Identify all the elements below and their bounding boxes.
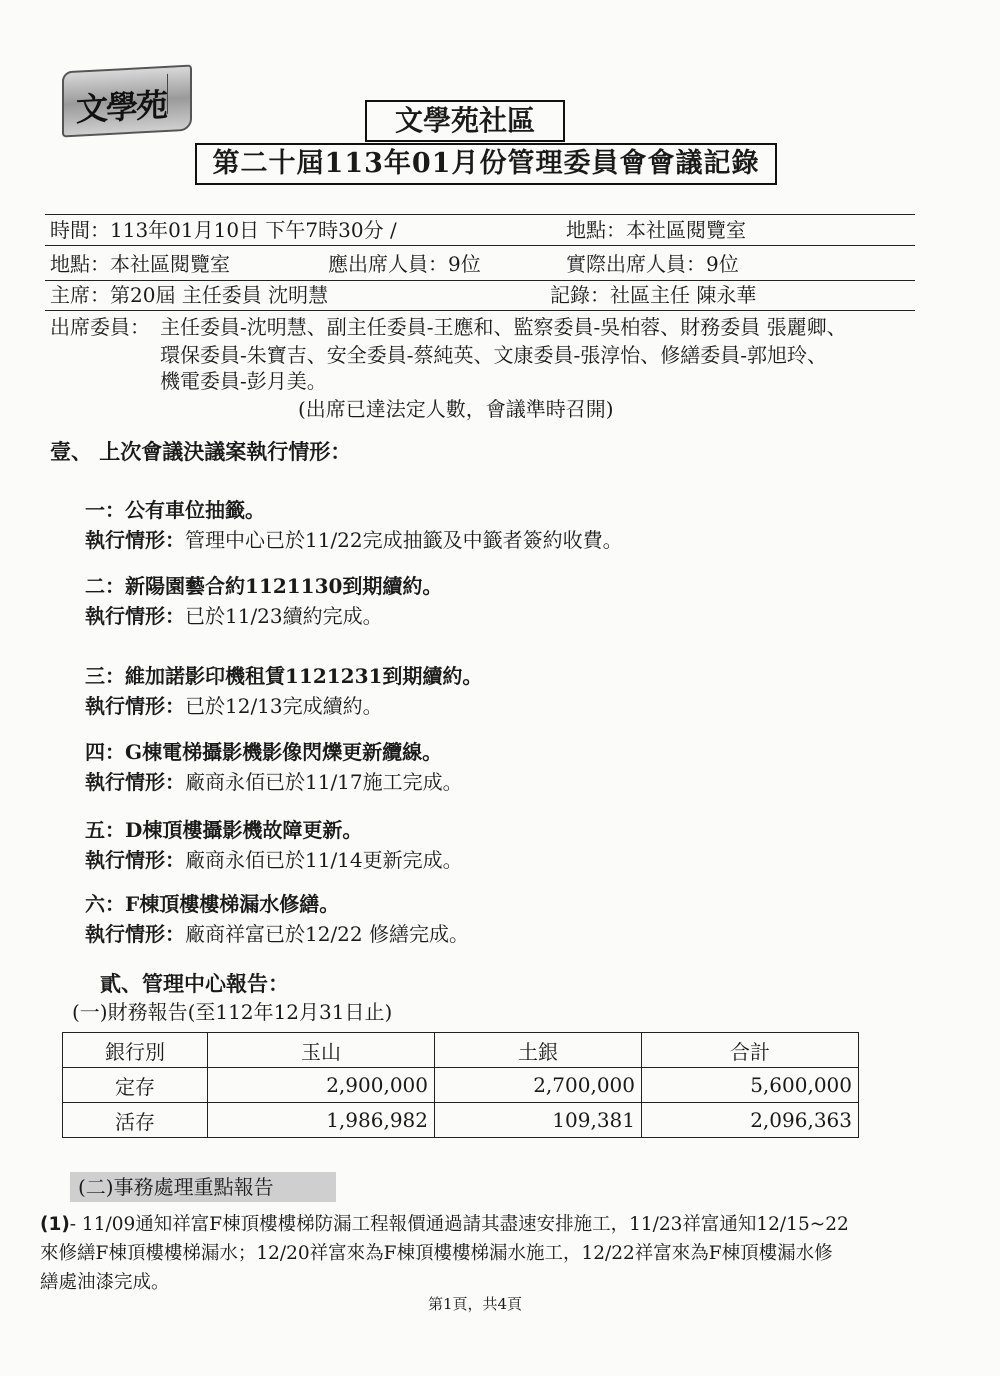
table-cell: 活存: [63, 1103, 208, 1138]
table-cell: 109,381: [435, 1103, 642, 1138]
affairs-report-title: (二)事務處理重點報告: [70, 1172, 336, 1202]
item-4-label: 執行情形：: [85, 770, 185, 794]
attendees-line-2: 環保委員-朱寶吉、安全委員-蔡純英、文康委員-張淳怡、修繕委員-郭旭玲、: [160, 343, 828, 367]
item-1-body: 管理中心已於11/22完成抽籤及中籤者簽約收費。: [185, 528, 623, 552]
item-5-body: 廠商永佰已於11/14更新完成。: [185, 848, 463, 872]
meeting-time: 時間：113年01月10日 下午7時30分 /: [50, 218, 397, 242]
item-6-label: 執行情形：: [85, 922, 185, 946]
table-header-cell: 合計: [642, 1033, 859, 1068]
item-5-label: 執行情形：: [85, 848, 185, 872]
meeting-title: 第二十屆113年01月份管理委員會會議記錄: [195, 143, 777, 185]
item-4-head: 四：G棟電梯攝影機影像閃爍更新纜線。: [85, 740, 443, 764]
finance-report-title: (一)財務報告(至112年12月31日止): [72, 1000, 393, 1024]
item-6-status: [85, 918, 469, 947]
divider-1: [45, 245, 915, 246]
attendees-label: 出席委員：: [50, 315, 150, 339]
community-logo: [62, 65, 192, 138]
table-header-cell: 銀行別: [63, 1033, 208, 1068]
item-2-label: 執行情形：: [85, 604, 185, 628]
item-1-status: [85, 524, 623, 553]
item-3-head: 三：維加諾影印機租賃1121231到期續約。: [85, 664, 483, 688]
attendees-line-3: 機電委員-彭月美。: [160, 369, 327, 393]
logo-text: 文學苑: [76, 85, 167, 129]
table-header-row: [63, 1033, 859, 1068]
table-row: [63, 1103, 859, 1138]
expected-attendance: 應出席人員：9位: [328, 252, 481, 276]
item-6-body: 廠商祥富已於12/22 修繕完成。: [185, 922, 469, 946]
table-row: [63, 1068, 859, 1103]
logo-seal-icon: [167, 73, 182, 114]
affairs-number: (1): [40, 1214, 70, 1235]
divider-3: [45, 310, 915, 311]
item-1-label: 執行情形：: [85, 528, 185, 552]
quorum-note: (出席已達法定人數，會議準時召開): [298, 397, 614, 421]
item-1-head: 一：公有車位抽籤。: [85, 498, 265, 522]
item-3-label: 執行情形：: [85, 694, 185, 718]
item-5-head: 五：D棟頂樓攝影機故障更新。: [85, 818, 363, 842]
attendees-line-1: 主任委員-沈明慧、副主任委員-王應和、監察委員-吳柏蓉、財務委員 張麗卿、: [160, 315, 847, 339]
finance-table: [62, 1032, 859, 1138]
table-cell: 1,986,982: [208, 1103, 435, 1138]
actual-attendance: 實際出席人員：9位: [566, 252, 739, 276]
meeting-chair: 主席：第20屆 主任委員 沈明慧: [50, 283, 329, 307]
table-cell: 2,900,000: [208, 1068, 435, 1103]
meeting-recorder: 記錄：社區主任 陳永華: [550, 283, 757, 307]
item-4-body: 廠商永佰已於11/17施工完成。: [185, 770, 463, 794]
table-cell: 5,600,000: [642, 1068, 859, 1103]
page-number: 第1頁，共4頁: [427, 1295, 523, 1313]
item-2-head: 二：新陽園藝合約1121130到期續約。: [85, 574, 443, 598]
table-cell: 2,096,363: [642, 1103, 859, 1138]
table-header-cell: 玉山: [208, 1033, 435, 1068]
community-title: 文學苑社區: [365, 100, 565, 142]
table-cell: 2,700,000: [435, 1068, 642, 1103]
item-5-status: [85, 844, 463, 873]
item-2-status: [85, 600, 383, 629]
affairs-line-1: - 11/09通知祥富F棟頂樓樓梯防漏工程報價通過請其盡速安排施工，11/23祥富通知12/15~22: [69, 1214, 849, 1235]
meeting-location-top: 地點：本社區閱覽室: [566, 218, 746, 242]
item-2-body: 已於11/23續約完成。: [185, 604, 383, 628]
item-4-status: [85, 766, 463, 795]
affairs-line-2: 來修繕F棟頂樓樓梯漏水；12/20祥富來為F棟頂樓樓梯漏水施工，12/22祥富來為F棟頂樓漏水修: [40, 1243, 833, 1264]
affairs-paragraph: [40, 1210, 930, 1297]
item-3-status: [85, 690, 383, 719]
table-cell: 定存: [63, 1068, 208, 1103]
meeting-location: 地點：本社區閱覽室: [50, 252, 230, 276]
item-3-body: 已於12/13完成續約。: [185, 694, 383, 718]
table-header-cell: 土銀: [435, 1033, 642, 1068]
divider-top: [45, 214, 915, 215]
affairs-line-3: 繕處油漆完成。: [40, 1272, 170, 1293]
section-2-title: 貳、管理中心報告：: [100, 971, 289, 996]
item-6-head: 六：F棟頂樓樓梯漏水修繕。: [85, 892, 340, 916]
section-1-title: 壹、 上次會議決議案執行情形：: [50, 439, 352, 464]
